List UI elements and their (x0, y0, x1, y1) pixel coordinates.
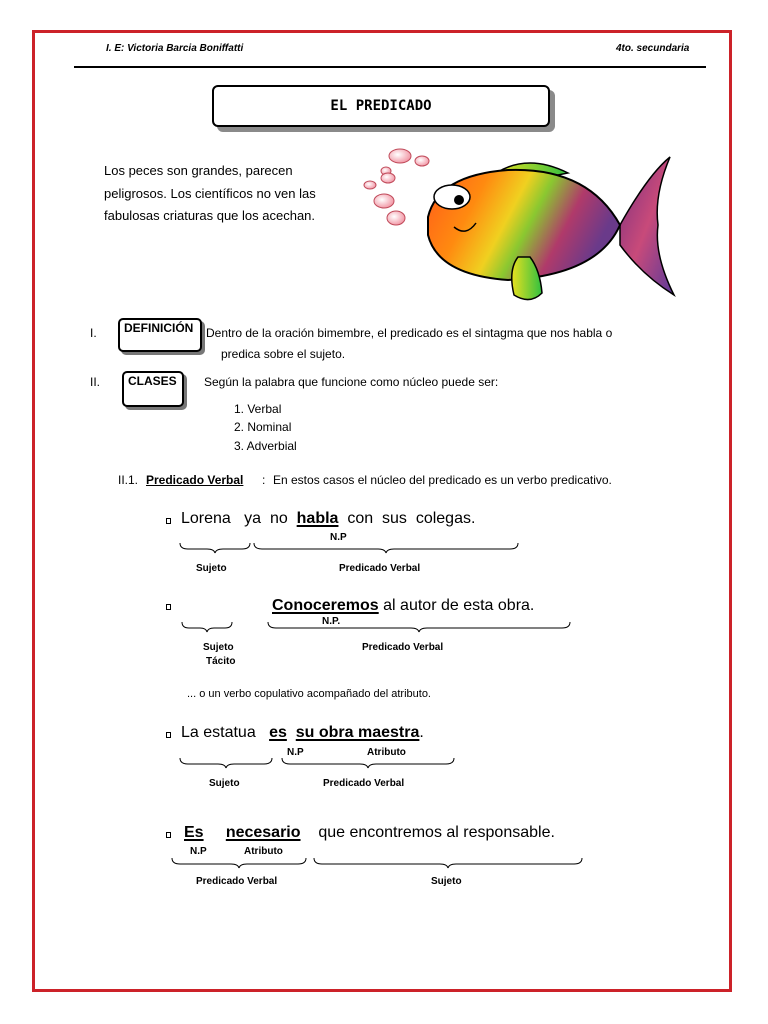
school-name: I. E: Victoria Barcia Boniffatti (106, 43, 244, 54)
subject-label: Sujeto (209, 778, 240, 789)
subsection-separator: : (262, 473, 266, 487)
subject-brace (182, 620, 232, 632)
example-1-sentence: Lorena ya no habla con sus colegas. (181, 510, 476, 527)
np-label: N.P. (322, 616, 341, 627)
np-label: N.P (287, 747, 304, 758)
example-2-sentence: Conoceremos al autor de esta obra. (272, 597, 535, 614)
attribute-label: Atributo (367, 747, 406, 758)
subject-label: Sujeto (431, 876, 462, 887)
fish-illustration (358, 145, 678, 310)
class-item-adverbial: 3. Adverbial (234, 439, 297, 453)
subject-brace (314, 856, 582, 868)
bullet-icon (166, 832, 171, 838)
bullet-icon (166, 604, 171, 610)
predicate-brace (172, 856, 306, 868)
predicate-label: Predicado Verbal (196, 876, 278, 887)
subject-brace (180, 756, 272, 768)
predicate-label: Predicado Verbal (339, 563, 421, 574)
definition-badge: DEFINICIÓN (118, 318, 202, 352)
example-3-sentence: La estatua es su obra maestra. (181, 724, 424, 741)
predicate-label: Predicado Verbal (362, 642, 444, 653)
header-rule (74, 66, 706, 68)
classes-badge: CLASES (122, 371, 184, 407)
grade-label: 4to. secundaria (616, 43, 690, 54)
class-item-nominal: 2. Nominal (234, 420, 292, 434)
example-4-sentence: Es necesario que encontremos al responsable. (184, 824, 555, 841)
classes-text: Según la palabra que funcione como núcleo puede ser: (204, 375, 499, 389)
class-item-verbal: 1. Verbal (234, 402, 282, 416)
section-numeral-2: II. (90, 375, 101, 389)
predicate-label: Predicado Verbal (323, 778, 405, 789)
definition-line-2: predica sobre el sujeto. (221, 347, 346, 361)
subject-label: Sujeto (196, 563, 227, 574)
predicate-brace (268, 620, 570, 632)
bullet-icon (166, 518, 171, 524)
definition-line-1: Dentro de la oración bimembre, el predicado es el sintagma que nos habla o (206, 326, 613, 340)
intro-paragraph: Los peces son grandes, parecen peligrosos. Los científicos no ven las fabulosas criaturas que los acechan. (104, 163, 316, 223)
np-label: N.P (330, 532, 347, 543)
page-title: EL PREDICADO (212, 85, 550, 127)
subsection-number: II.1. (118, 473, 139, 487)
np-label: N.P (190, 846, 207, 857)
subsection-text: En estos casos el núcleo del predicado es un verbo predicativo. (273, 473, 612, 487)
section-numeral-1: I. (90, 326, 97, 340)
bullet-icon (166, 732, 171, 738)
subsection-title: Predicado Verbal (146, 473, 244, 487)
subject-tacit-label: Tácito (206, 656, 236, 667)
predicate-brace (282, 756, 454, 768)
copulative-note: ... o un verbo copulativo acompañado del atributo. (187, 688, 431, 700)
predicate-brace (254, 541, 518, 553)
attribute-label: Atributo (244, 846, 283, 857)
subject-brace (180, 541, 250, 553)
subject-label: Sujeto (203, 642, 234, 653)
